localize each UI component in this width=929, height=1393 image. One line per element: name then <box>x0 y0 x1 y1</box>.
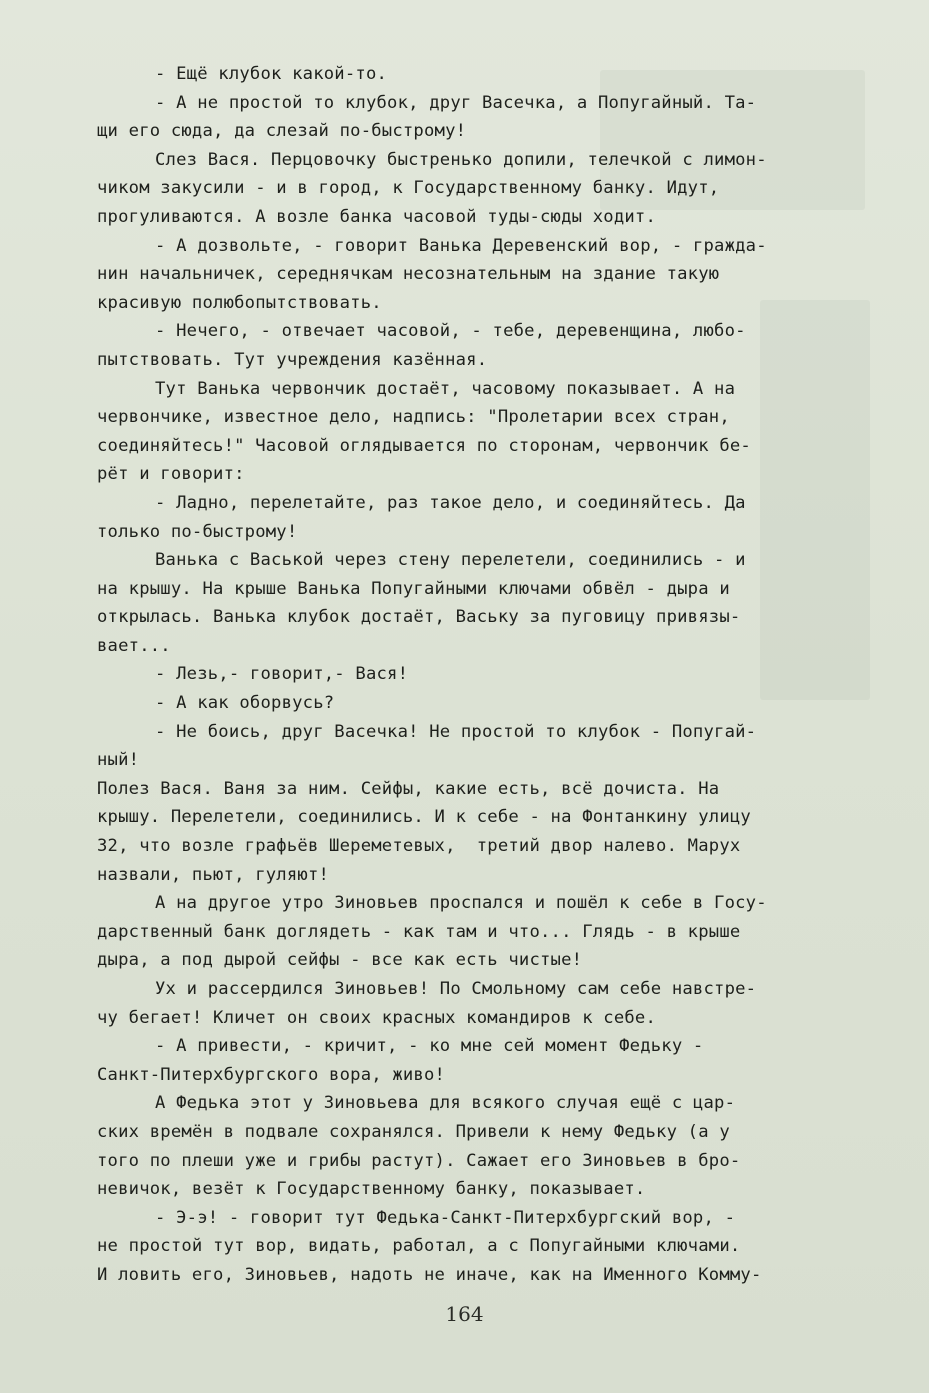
text-line: Ванька с Васькой через стену перелетели, соединились - и <box>155 550 746 571</box>
text-line: - А как оборвусь? <box>155 693 335 714</box>
text-line: червончике, известное дело, надпись: "Пролетарии всех стран, <box>97 407 730 428</box>
text-line: только по-быстрому! <box>97 521 298 542</box>
text-line: Слез Вася. Перцовочку быстренько допили, телечкой с лимон- <box>155 149 767 170</box>
text-line: открылась. Ванька клубок достаёт, Ваську за пуговицу привязы- <box>97 607 741 628</box>
text-line: ный! <box>97 750 140 771</box>
text-line: - Лезь,- говорит,- Вася! <box>155 664 409 685</box>
text-line: Санкт-Питерхбургского вора, живо! <box>97 1064 446 1085</box>
text-line: - А не простой то клубок, друг Васечка, а Попугайный. Та- <box>155 92 757 113</box>
text-line: - А привести, - кричит, - ко мне сей момент Федьку - <box>155 1036 704 1057</box>
text-line: Полез Вася. Ваня за ним. Сейфы, какие есть, всё дочиста. На <box>97 778 720 799</box>
text-line: дарственный банк доглядеть - как там и что... Глядь - в крыше <box>97 921 741 942</box>
page-number: 164 <box>445 1302 484 1326</box>
text-line: - Ещё клубок какой-то. <box>155 64 388 84</box>
text-line: чу бегает! Кличет он своих красных командиров к себе. <box>97 1007 657 1028</box>
text-line: пытствовать. Тут учреждения казённая. <box>97 349 488 370</box>
text-line: А на другое утро Зиновьев проспался и пошёл к себе в Госу- <box>155 893 767 914</box>
text-line: нин начальничек, середнячкам несознательным на здание такую <box>97 264 720 285</box>
text-line: Ух и рассердился Зиновьев! По Смольному сам себе навстре- <box>155 979 757 999</box>
text-line: крышу. Перелетели, соединились. И к себе - на Фонтанкину улицу <box>97 807 751 828</box>
text-line: чиком закусили - и в город, к Государственному банку. Идут, <box>97 178 720 199</box>
text-line: назвали, пьют, гуляют! <box>97 864 330 885</box>
text-line: того по плеши уже и грибы растут). Сажает его Зиновьев в бро- <box>97 1150 741 1171</box>
text-line: - Не боись, друг Васечка! Не простой то клубок - Попугай- <box>155 721 757 742</box>
text-line: - Э-э! - говорит тут Федька-Санкт-Питерхбургский вор, - <box>155 1207 736 1228</box>
body-text <box>97 60 837 1290</box>
text-line: Тут Ванька червончик достаёт, часовому показывает. А на <box>155 378 736 399</box>
text-line: И ловить его, Зиновьев, надоть не иначе, как на Именного Комму- <box>97 1264 762 1285</box>
text-line: щи его сюда, да слезай по-быстрому! <box>97 121 467 142</box>
text-line: вает... <box>97 635 171 656</box>
text-line: А Федька этот у Зиновьева для всякого случая ещё с цар- <box>155 1093 736 1114</box>
text-line: - Ладно, перелетайте, раз такое дело, и соединяйтесь. Да <box>155 492 746 513</box>
text-line: красивую полюбопытствовать. <box>97 292 382 313</box>
text-line: соединяйтесь!" Часовой оглядывается по сторонам, червончик бе- <box>97 435 751 456</box>
text-line: - Нечего, - отвечает часовой, - тебе, деревенщина, любо- <box>155 321 746 342</box>
text-line: прогуливаются. А возле банка часовой туды-сюды ходит. <box>97 206 657 227</box>
text-line: невичок, везёт к Государственному банку, показывает. <box>97 1179 646 1200</box>
text-line: - А дозвольте, - говорит Ванька Деревенский вор, - гражда- <box>155 235 767 256</box>
text-line: дыра, а под дырой сейфы - все как есть чистые! <box>97 950 583 971</box>
text-line: ских времён в подвале сохранялся. Привели к нему Федьку (а у <box>97 1121 730 1142</box>
text-line: 32, что возле графьёв Шереметевых, третий двор налево. Марух <box>97 836 741 857</box>
text-line: на крышу. На крыше Ванька Попугайными ключами обвёл - дыра и <box>97 578 730 599</box>
text-line: не простой тут вор, видать, работал, а с Попугайными ключами. <box>97 1236 741 1257</box>
text-line: рёт и говорит: <box>97 464 245 485</box>
